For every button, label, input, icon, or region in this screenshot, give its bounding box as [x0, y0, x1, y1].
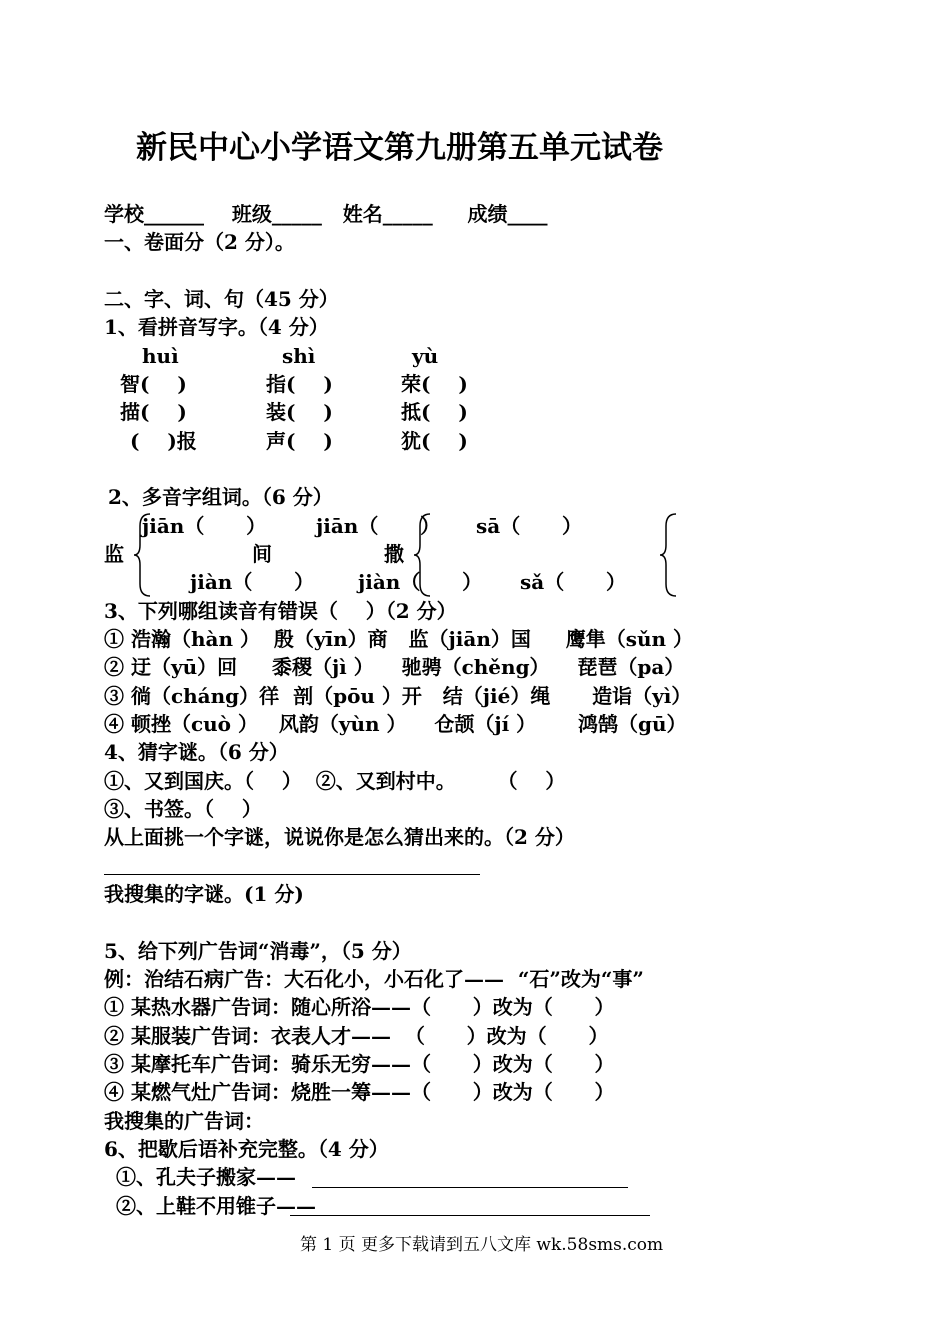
q5-item: ④ 某燃气灶广告词：烧胜一筹——（ ）改为（ ） — [104, 1080, 615, 1104]
header-info: 学校______ 班级_____ 姓名_____ 成绩____ — [104, 202, 548, 226]
q1-title: 1、看拼音写字。（4 分） — [104, 315, 329, 339]
brace-icon — [412, 512, 434, 598]
q5-item: ① 某热水器广告词：随心所浴——（ ）改为（ ） — [104, 995, 615, 1019]
section-1-heading: 一、卷面分（2 分）。 — [104, 230, 295, 254]
q1-cell: 描( ) — [120, 400, 187, 424]
q5-item: ② 某服装广告词：衣表人才—— （ ）改为（ ） — [104, 1024, 609, 1048]
q6-item: ①、孔夫子搬家—— — [116, 1165, 296, 1189]
q1-cell: 声( ) — [266, 429, 333, 453]
q6-title: 6、把歇后语补充完整。（4 分） — [104, 1137, 389, 1161]
q5-collect: 我搜集的广告词： — [104, 1109, 264, 1133]
q1-cell: 智( ) — [120, 372, 187, 396]
q1-cell: 犹( ) — [401, 429, 468, 453]
q2-char-3: 撒 — [384, 542, 404, 566]
page-footer: 第 1 页 更多下载请到五八文库 wk.58sms.com — [300, 1235, 664, 1255]
q2-title: 2、多音字组词。（6 分） — [108, 485, 333, 509]
brace-icon — [132, 512, 154, 598]
q4-riddle-1-2: ①、又到国庆。（ ） ②、又到村中。 （ ） — [104, 769, 566, 793]
q1-pinyin-1: huì — [142, 344, 179, 368]
q1-pinyin-2: shì — [282, 344, 316, 368]
section-2-heading: 二、字、词、句（45 分） — [104, 287, 339, 311]
q1-cell: 抵( ) — [401, 400, 468, 424]
q1-cell: 装( ) — [266, 400, 333, 424]
q2-top-2: jiān（ ） — [316, 514, 441, 538]
q5-example: 例：治结石病广告：大石化小，小石化了—— “石”改为“事” — [104, 967, 644, 991]
q2-bottom-2: jiàn（ ） — [358, 570, 483, 594]
q2-char-2: 间 — [252, 542, 272, 566]
q4-explain: 从上面挑一个字谜，说说你是怎么猜出来的。（2 分） — [104, 825, 575, 849]
q3-title: 3、下列哪组读音有错误（ ）（2 分） — [104, 599, 457, 623]
page-title: 新民中心小学语文第九册第五单元试卷 — [136, 130, 663, 166]
q2-top-1: jiān（ ） — [142, 514, 267, 538]
q2-bottom-3: sǎ（ ） — [520, 570, 626, 594]
q1-pinyin-3: yù — [412, 344, 439, 368]
q4-title: 4、猜字谜。（6 分） — [104, 740, 289, 764]
q2-bottom-1: jiàn（ ） — [190, 570, 315, 594]
q4-collect: 我搜集的字谜。(1 分) — [104, 882, 304, 906]
q3-option: ③ 徜（cháng）徉 剖（pōu ）开 结（jié）绳 造诣（yì） — [104, 684, 692, 708]
q2-char-1: 监 — [104, 542, 124, 566]
q3-option: ① 浩瀚（hàn ） 殷（yīn）商 监（jiān）国 鹰隼（sǔn ） — [104, 627, 693, 651]
q1-cell: 荣( ) — [401, 372, 468, 396]
answer-line — [312, 1187, 628, 1188]
q6-item: ②、上鞋不用锥子—— — [116, 1194, 316, 1218]
q3-option: ④ 顿挫（cuò ） 风韵（yùn ） 仓颉（jí ） 鸿鹄（gū） — [104, 712, 687, 736]
q3-option: ② 迂（yū）回 黍稷（jì ） 驰骋（chěng） 琵琶（pa） — [104, 655, 685, 679]
q2-top-3: sā（ ） — [476, 514, 582, 538]
q1-cell: 指( ) — [266, 372, 333, 396]
answer-line — [290, 1215, 650, 1216]
q5-title: 5、给下列广告词“消毒”，（5 分） — [104, 939, 412, 963]
answer-line — [104, 874, 480, 875]
q1-cell: ( )报 — [130, 429, 197, 453]
q5-item: ③ 某摩托车广告词：骑乐无穷——（ ）改为（ ） — [104, 1052, 615, 1076]
q4-riddle-3: ③、书签。（ ） — [104, 797, 262, 821]
brace-icon — [658, 512, 680, 598]
